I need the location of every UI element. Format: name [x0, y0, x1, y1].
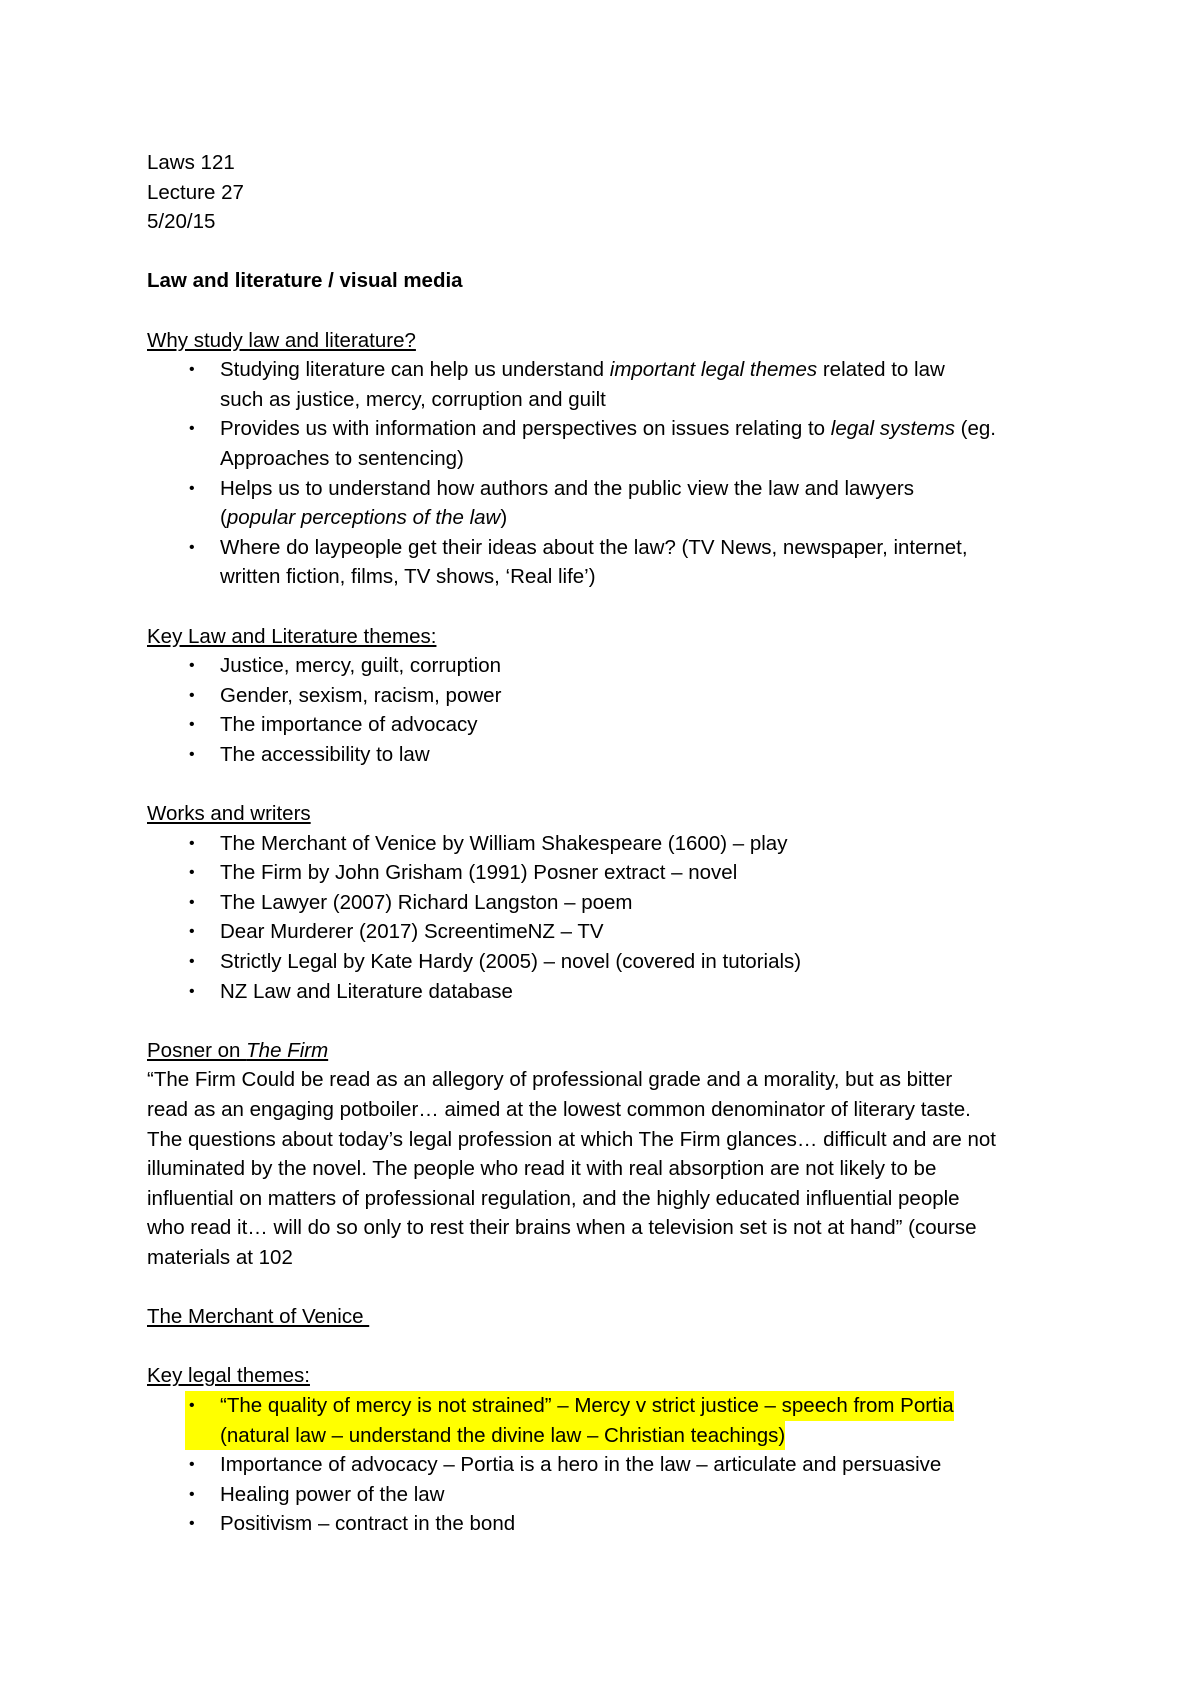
list-item: • The Lawyer (2007) Richard Langston – poem: [147, 888, 1077, 918]
bullet-icon: •: [189, 1396, 195, 1414]
lecture-number: Lecture 27: [147, 180, 244, 204]
list-item: • Positivism – contract in the bond: [147, 1509, 1077, 1539]
highlighted-text: (natural law – understand the divine law – Christian teachings): [185, 1421, 785, 1451]
bullet-icon: •: [189, 479, 195, 497]
section-heading-posner: Posner on The Firm: [147, 1038, 329, 1062]
themes-list: [147, 651, 1077, 769]
posner-quote: “The Firm Could be read as an allegory of professional grade and a morality, but as bitter read as an engaging potboiler… aimed at the lowest common denominator of literary taste. The questions about today’s legal profession at which The Firm glances… difficult and are not illuminated by the novel. The people who read it with real absorption are not likely to be influential on matters of professional regulation, and the highly educated influential people who read it… will do so only to rest their brains when a television set is not at hand” (course materials at 102: [147, 1068, 996, 1269]
bullet-icon: •: [189, 361, 195, 379]
course-code: Laws 121: [147, 151, 235, 174]
bullet-icon: •: [189, 716, 195, 734]
bullet-icon: •: [189, 686, 195, 704]
list-item: • The Merchant of Venice by William Shakespeare (1600) – play: [147, 829, 1077, 859]
page-title: Law and literature / visual media: [147, 269, 463, 293]
list-item: • Gender, sexism, racism, power: [147, 681, 1077, 711]
list-item: • Healing power of the law: [147, 1480, 1077, 1510]
bullet-icon: •: [189, 982, 195, 1000]
bullet-icon: •: [189, 657, 195, 675]
bullet-icon: •: [189, 420, 195, 438]
list-item: • The accessibility to law: [147, 740, 1077, 770]
bullet-icon: •: [189, 1456, 195, 1474]
bullet-icon: •: [189, 1485, 195, 1503]
bullet-icon: •: [189, 1515, 195, 1533]
list-item: • Where do laypeople get their ideas about the law? (TV News, newspaper, internet, written fiction, films, TV shows, ‘Real life’): [147, 533, 1077, 592]
lecture-date: 5/20/15: [147, 210, 216, 234]
list-item: • Provides us with information and perspectives on issues relating to legal systems (eg. Approaches to sentencing): [147, 414, 1077, 473]
section-heading-legal-themes: Key legal themes:: [147, 1364, 310, 1388]
list-item: • Justice, mercy, guilt, corruption: [147, 651, 1077, 681]
highlighted-text: “The quality of mercy is not strained” – Mercy v strict justice – speech from Portia: [220, 1393, 954, 1417]
bullet-icon: •: [189, 745, 195, 763]
bullet-icon: •: [189, 923, 195, 941]
bullet-icon: •: [189, 834, 195, 852]
document-page: [147, 148, 1077, 1539]
bullet-icon: •: [189, 953, 195, 971]
list-item: • Dear Murderer (2017) ScreentimeNZ – TV: [147, 917, 1077, 947]
works-list: [147, 829, 1077, 1007]
bullet-icon: •: [189, 538, 195, 556]
bullet-icon: •: [189, 893, 195, 911]
legal-themes-list: [147, 1450, 1077, 1539]
section-heading-why: Why study law and literature?: [147, 328, 416, 352]
list-item: • Helps us to understand how authors and the public view the law and lawyers (popular perceptions of the law): [147, 474, 1077, 533]
list-item: • Strictly Legal by Kate Hardy (2005) – novel (covered in tutorials): [147, 947, 1077, 977]
section-heading-themes: Key Law and Literature themes:: [147, 624, 437, 648]
list-item: • Studying literature can help us understand important legal themes related to law such as justice, mercy, corruption and guilt: [147, 355, 1077, 414]
highlighted-item: [147, 1391, 1077, 1450]
bullet-icon: •: [189, 864, 195, 882]
list-item: • NZ Law and Literature database: [147, 977, 1077, 1007]
section-heading-works: Works and writers: [147, 802, 311, 826]
list-item: • The importance of advocacy: [147, 710, 1077, 740]
list-item: • The Firm by John Grisham (1991) Posner extract – novel: [147, 858, 1077, 888]
section-heading-merchant: The Merchant of Venice: [147, 1305, 370, 1329]
why-list: [147, 355, 1077, 592]
list-item: • Importance of advocacy – Portia is a hero in the law – articulate and persuasive: [147, 1450, 1077, 1480]
